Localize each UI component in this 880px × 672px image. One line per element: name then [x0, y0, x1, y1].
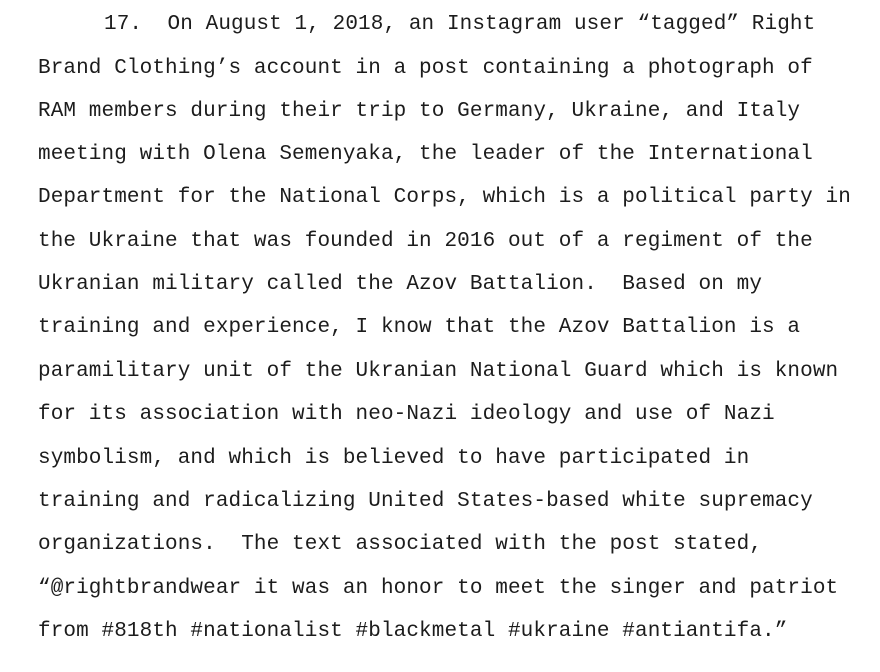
paragraph-line-7: Ukranian military called the Azov Battalion. Based on my — [38, 273, 763, 296]
paragraph-line-1: 17. On August 1, 2018, an Instagram user “tagged” Right — [104, 13, 816, 36]
paragraph-line-9: paramilitary unit of the Ukranian National Guard which is known — [38, 360, 839, 383]
paragraph-line-4: meeting with Olena Semenyaka, the leader of the International — [38, 143, 813, 166]
paragraph-line-12: training and radicalizing United States-based white supremacy — [38, 490, 813, 513]
paragraph-line-6: the Ukraine that was founded in 2016 out of a regiment of the — [38, 230, 813, 253]
paragraph-line-15: from #818th #nationalist #blackmetal #ukraine #antiantifa.” — [38, 620, 788, 643]
paragraph-line-5: Department for the National Corps, which is a political party in — [38, 186, 851, 209]
paragraph-line-13: organizations. The text associated with the post stated, — [38, 533, 763, 556]
paragraph-line-2: Brand Clothing’s account in a post containing a photograph of — [38, 57, 813, 80]
paragraph-line-14: “@rightbrandwear it was an honor to meet the singer and patriot — [38, 577, 839, 600]
paragraph-line-10: for its association with neo-Nazi ideology and use of Nazi — [38, 403, 775, 426]
paragraph-line-3: RAM members during their trip to Germany, Ukraine, and Italy — [38, 100, 801, 123]
paragraph-line-11: symbolism, and which is believed to have participated in — [38, 447, 750, 470]
paragraph-line-8: training and experience, I know that the Azov Battalion is a — [38, 316, 801, 339]
